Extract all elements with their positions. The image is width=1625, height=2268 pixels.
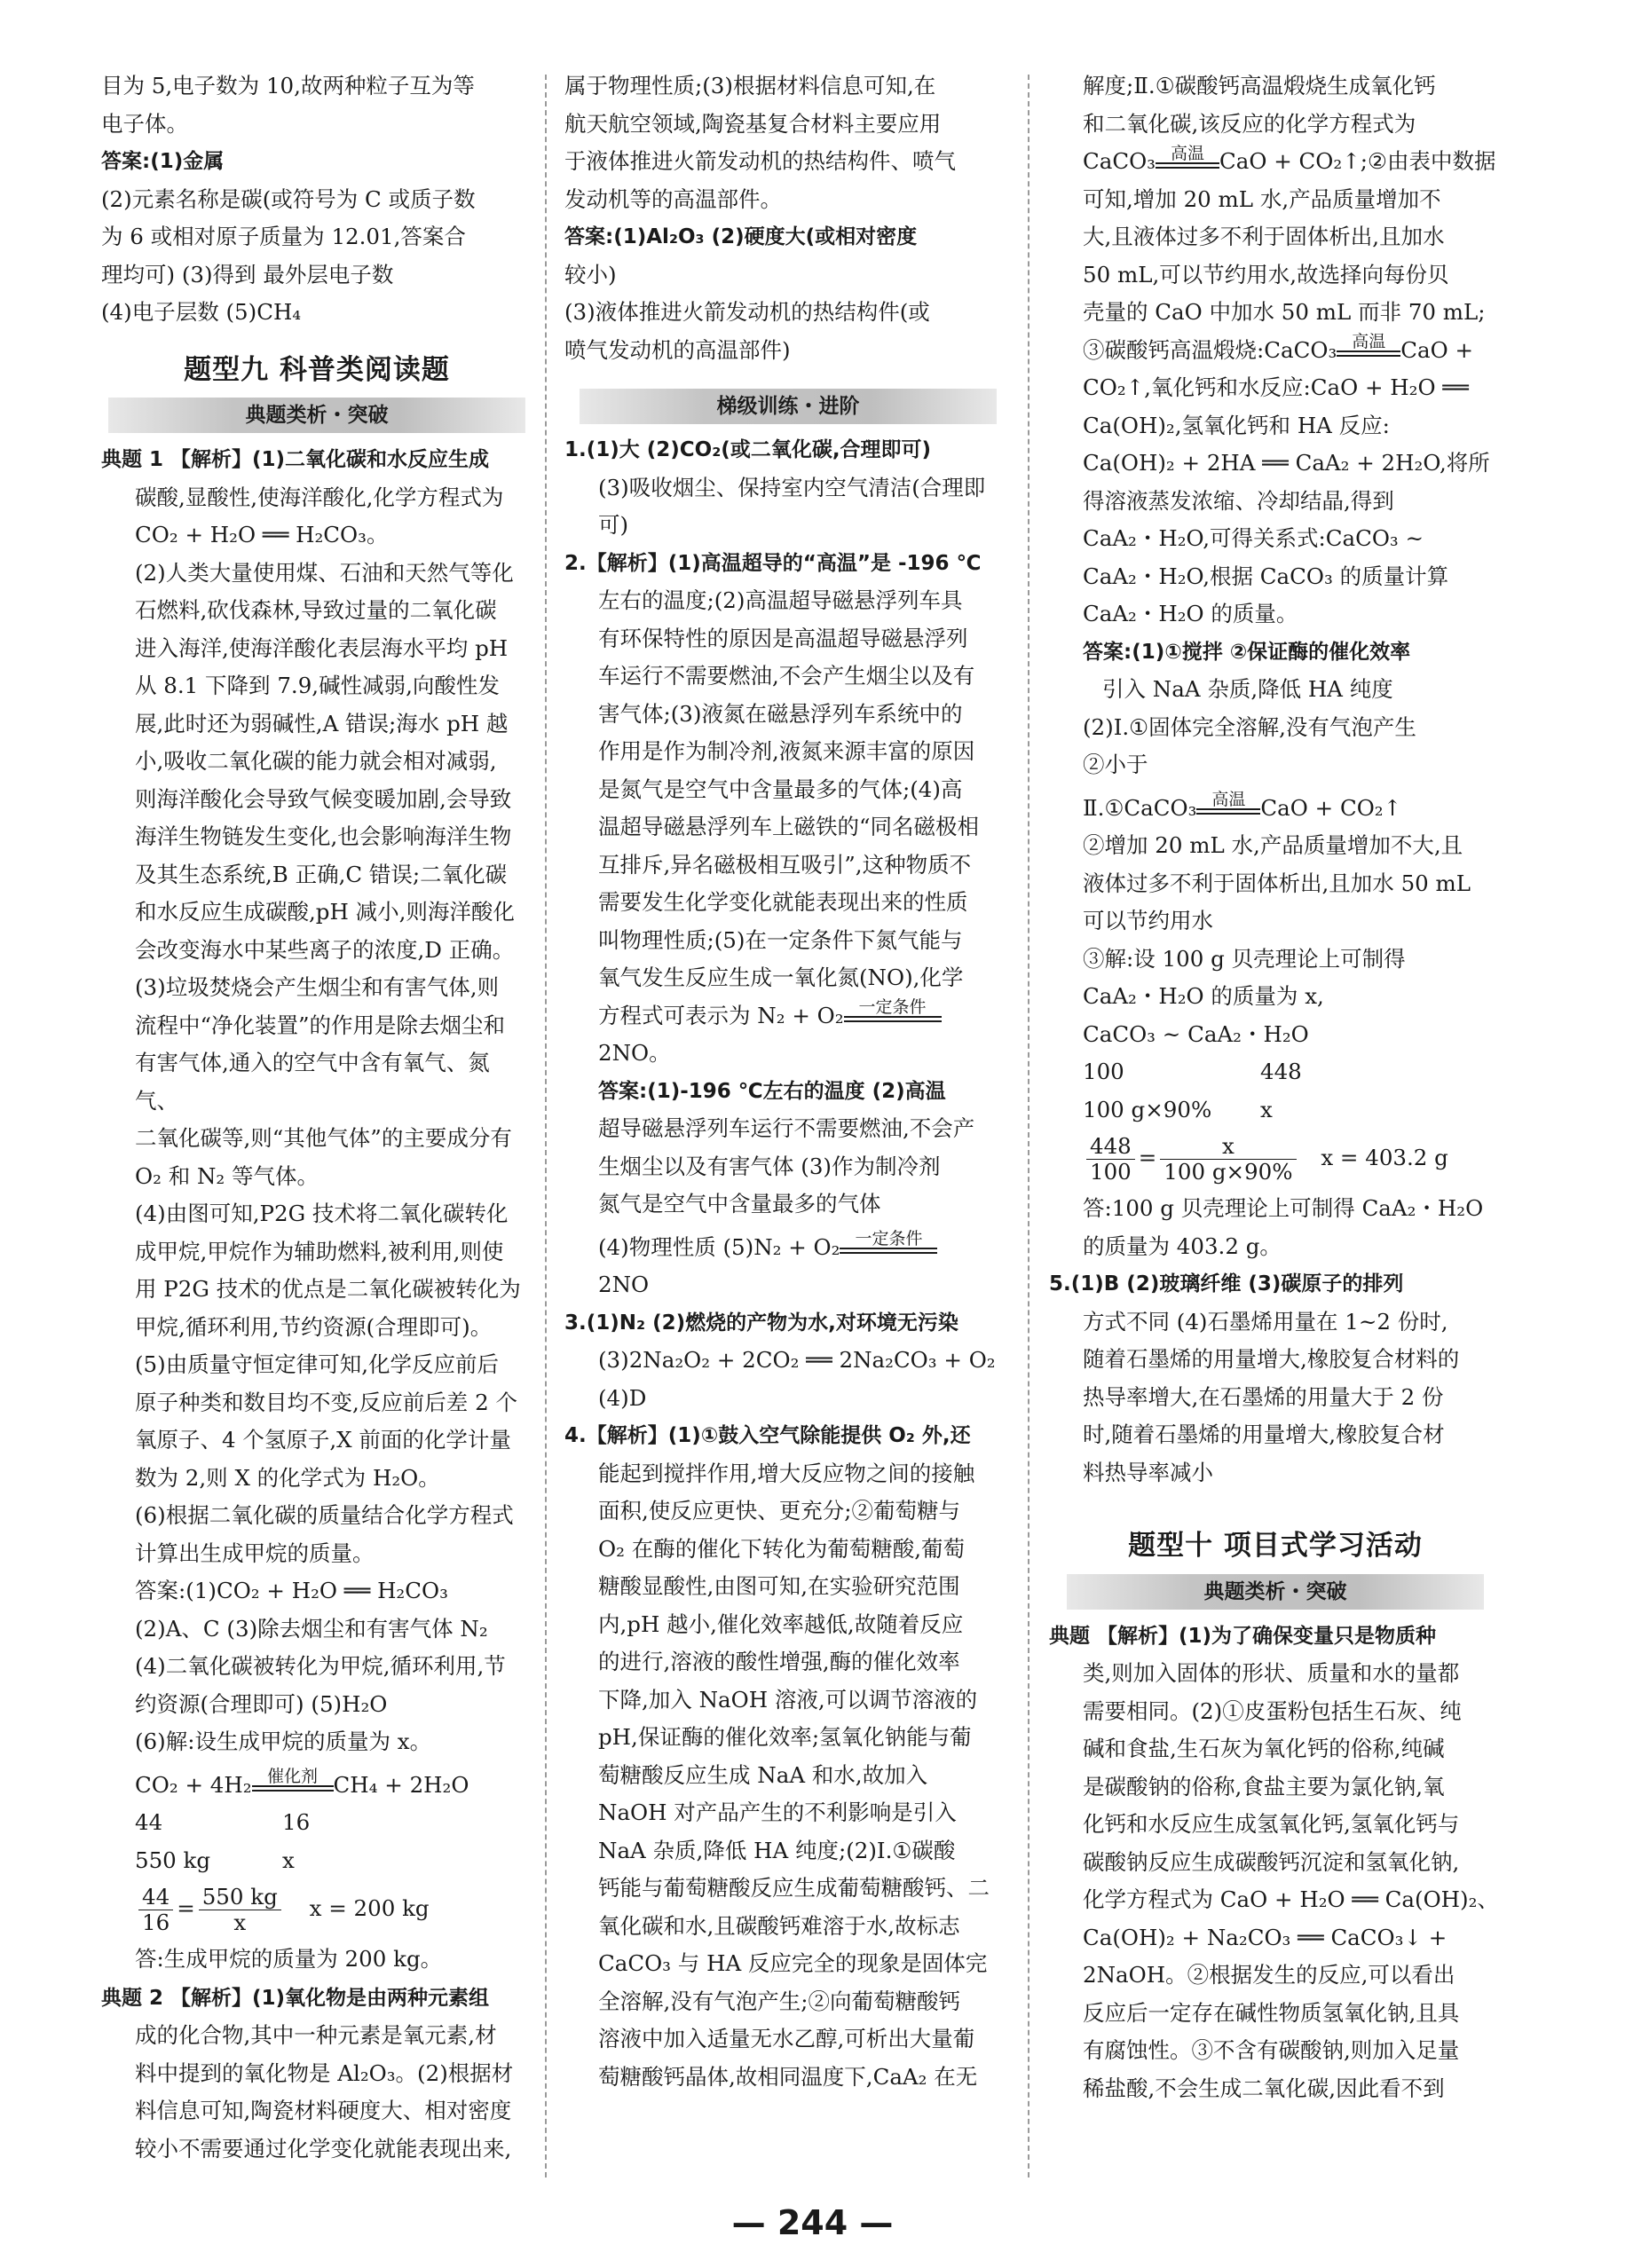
- text-line: 及其生态系统,B 正确,C 错误;二氧化碳: [135, 861, 508, 887]
- column-divider-1: [545, 75, 547, 2177]
- text-line: 理均可) (3)得到 最外层电子数: [101, 261, 394, 287]
- text-line: 则海洋酸化会导致气候变暖加剧,会导致: [135, 785, 512, 812]
- reaction-arrow: [1196, 791, 1260, 827]
- text-line: (2)元素名称是碳(或符号为 C 或质子数: [101, 185, 476, 212]
- answer-line: 答案:(1)CO₂ + H₂O ══ H₂CO₃: [135, 1578, 448, 1603]
- text-line: 答:100 g 贝壳理论上可制得 CaA₂・H₂O: [1083, 1195, 1484, 1221]
- text-line: ③解:设 100 g 贝壳理论上可制得: [1083, 945, 1406, 972]
- reaction-condition: 一定条件: [858, 997, 927, 1017]
- text-line: (6)解:设生成甲烷的质量为 x。: [135, 1729, 432, 1754]
- numerator: x: [1160, 1134, 1296, 1160]
- text-line: 可以节约用水: [1083, 908, 1213, 933]
- text-line: 成甲烷,甲烷作为辅助燃料,被利用,则使: [135, 1238, 504, 1264]
- text-line: 需要发生化学变化就能表现出来的性质: [598, 889, 968, 915]
- text-line: 内,pH 越小,催化效率越低,故随着反应: [598, 1610, 964, 1637]
- example-label: 典题 1 【解析】(1)二氧化碳和水反应生成: [101, 448, 490, 471]
- text-line: 甲烷,循环利用,节约资源(合理即可)。: [135, 1313, 493, 1340]
- text-line: 能起到搅拌作用,增大反应物之间的接触: [598, 1460, 975, 1486]
- text-line: (6)根据二氧化碳的质量结合化学方程式: [135, 1502, 514, 1528]
- ratio-value: 44: [135, 1809, 163, 1835]
- text-line: 需要相同。(2)①皮蛋粉包括生石灰、纯: [1083, 1697, 1462, 1724]
- text-line: 发动机等的高温部件。: [564, 185, 782, 212]
- text-line: 有腐蚀性。③不含有碳酸钠,则加入足量: [1083, 2037, 1460, 2063]
- text-line: Ca(OH)₂ + 2HA ══ CaA₂ + 2H₂O,将所: [1083, 450, 1490, 476]
- ratio-value: 100 g×90%: [1083, 1096, 1212, 1122]
- text-line: 反应后一定存在碱性物质氢氧化钠,且具: [1083, 1999, 1460, 2026]
- ratio-value: 550 kg: [135, 1847, 211, 1873]
- text-line: 进入海洋,使海洋酸化表层海水平均 pH: [135, 634, 509, 661]
- text-line: 计算出生成甲烷的质量。: [135, 1540, 375, 1566]
- denominator: 100: [1090, 1159, 1132, 1185]
- text-line: 溶液中加入适量无水乙醇,可析出大量葡: [598, 2026, 975, 2051]
- text-line: ②增加 20 mL 水,产品质量增加不大,且: [1083, 832, 1463, 858]
- text-line: (3)液体推进火箭发动机的热结构件(或: [564, 299, 930, 325]
- equals-bar: [252, 1785, 334, 1792]
- text-line: 原子种类和数目均不变,反应前后差 2 个: [135, 1389, 517, 1415]
- text-line: 随着石墨烯的用量增大,橡胶复合材料的: [1083, 1346, 1460, 1372]
- reaction-equation: [101, 1767, 532, 1805]
- fraction: [1086, 1134, 1135, 1185]
- text-line: 的质量为 403.2 g。: [1083, 1232, 1282, 1259]
- text-line: 氧原子、4 个氢原子,X 前面的化学计量: [135, 1427, 511, 1453]
- text-line: 航天航空领域,陶瓷基复合材料主要应用: [564, 110, 942, 137]
- answer-line: 答案:(1)①搅拌 ②保证酶的催化效率: [1083, 640, 1411, 664]
- section-title: 题型九 科普类阅读题: [184, 353, 450, 386]
- text-line: 全溶解,没有气泡产生;②向葡萄糖酸钙: [598, 1988, 961, 2014]
- text-line: ②小于: [1083, 752, 1148, 777]
- reaction-arrow: [1337, 333, 1400, 369]
- text-line: 生烟尘以及有害气体 (3)作为制冷剂: [598, 1153, 941, 1179]
- proportion: $\frac{44}{16}$ = $\frac{550 kg}{x}$ x = 200 kg: [101, 1885, 532, 1935]
- text-line: 氧化碳和水,且碳酸钙难溶于水,故标志: [598, 1912, 960, 1939]
- ratio-row: [101, 1804, 532, 1842]
- fraction: [138, 1885, 173, 1935]
- reactants: ③碳酸钙高温煅烧:CaCO₃: [1083, 336, 1337, 363]
- text-line: (2)A、C (3)除去烟尘和有害气体 N₂: [135, 1615, 488, 1642]
- ratio-value: 448: [1260, 1059, 1302, 1084]
- equals-bar: [844, 1016, 942, 1022]
- text-line: 电子体。: [101, 110, 188, 137]
- text-line: 二氧化碳等,则“其他气体”的主要成分有: [135, 1125, 512, 1151]
- text-line: 2.【解析】(1)高温超导的“高温”是 -196 ℃: [564, 551, 982, 575]
- equals-bar: [840, 1248, 937, 1254]
- section-banner: 梯级训练・进阶: [580, 389, 997, 424]
- text-line: CaCO₃ 与 HA 反应完全的现象是固体完: [598, 1950, 988, 1976]
- result: x = 200 kg: [309, 1895, 430, 1921]
- text-line: 稀盐酸,不会生成二氧化碳,因此看不到: [1083, 2075, 1445, 2101]
- text-line: 方式不同 (4)石墨烯用量在 1~2 份时,: [1083, 1308, 1448, 1335]
- text-line: 糖酸显酸性,由图可知,在实验研究范围: [598, 1573, 960, 1599]
- section-banner: 典题类析・突破: [108, 398, 525, 433]
- reaction-condition: 催化剂: [267, 1767, 319, 1786]
- text-line: 氮气是空气中含量最多的气体: [598, 1191, 881, 1217]
- ratio-value: x: [1260, 1096, 1273, 1122]
- products: CaO +: [1400, 336, 1474, 363]
- text-line: 热导率增大,在石墨烯的用量大于 2 份: [1083, 1383, 1444, 1410]
- text-line: (4)电子层数 (5)CH₄: [101, 299, 302, 325]
- denominator: 100 g×90%: [1164, 1159, 1293, 1185]
- reaction-condition: 一定条件: [855, 1229, 923, 1248]
- text-line: 碳酸钠反应生成碳酸钙沉淀和氢氧化钠,: [1083, 1848, 1460, 1875]
- text-line: 的进行,溶液的酸性增强,酶的催化效率: [598, 1649, 960, 1674]
- answer-line: 答案:(1)金属: [101, 150, 225, 173]
- text-line: 车运行不需要燃油,不会产生烟尘以及有: [598, 663, 975, 689]
- text-line: [1049, 1617, 1502, 1656]
- reaction-equation: [564, 1229, 1012, 1267]
- column-3: [1049, 67, 1502, 2107]
- text-line: 2NaOH。②根据发生的反应,可以看出: [1083, 1962, 1455, 1988]
- text-line: 展,此时还为弱碱性,A 错误;海水 pH 越: [135, 710, 509, 736]
- reaction-condition: 高温: [1352, 332, 1386, 351]
- text-line: 萄糖酸钙晶体,故相同温度下,CaA₂ 在无: [598, 2063, 978, 2090]
- text-line: 害气体;(3)液氮在磁悬浮列车系统中的: [598, 700, 963, 727]
- equals-bar: [1337, 350, 1400, 357]
- text-line: 4.【解析】(1)①鼓入空气除能提供 O₂ 外,还: [564, 1424, 971, 1447]
- text-line: 温超导磁悬浮列车上磁铁的“同名磁极相: [598, 814, 980, 839]
- text-line: 2NO。: [598, 1040, 671, 1066]
- text-line: 料信息可知,陶瓷材料硬度大、相对密度: [135, 2098, 512, 2123]
- equation: CO₂ + H₂O ══ H₂CO₃。: [135, 522, 389, 547]
- text-line: 可): [598, 512, 629, 538]
- products: CaO + CO₂↑: [1260, 794, 1402, 821]
- text-line: 流程中“净化装置”的作用是除去烟尘和: [135, 1012, 506, 1038]
- text-line: [101, 440, 532, 479]
- text-line: 互排斥,异名磁极相互吸引”,这种物质不: [598, 851, 972, 878]
- text-line: 作用是作为制冷剂,液氮来源丰富的原因: [598, 738, 975, 764]
- text-line: 萄糖酸反应生成 NaA 和水,故加入: [598, 1761, 928, 1788]
- text-line: 有害气体,通入的空气中含有氧气、氮气、: [135, 1050, 490, 1114]
- ratio-value: x: [282, 1847, 295, 1873]
- text-line: 和水反应生成碳酸,pH 减小,则海洋酸化: [135, 899, 515, 925]
- text-line: CO₂↑,氧化钙和水反应:CaO + H₂O ══: [1083, 374, 1469, 400]
- ratio-row: [1049, 1053, 1502, 1091]
- text-line: 钙能与葡萄糖酸反应生成葡萄糖酸钙、二: [598, 1875, 990, 1901]
- text-line: CaA₂・H₂O 的质量。: [1083, 601, 1298, 626]
- text-line: 是碳酸钠的俗称,食盐主要为氯化钠,氧: [1083, 1773, 1445, 1799]
- denominator: 16: [142, 1910, 170, 1935]
- text-line: 壳量的 CaO 中加水 50 mL 而非 70 mL;: [1083, 299, 1486, 325]
- text-line: 化钙和水反应生成氢氧化钙,氢氧化钙与: [1083, 1811, 1460, 1837]
- text-line: NaA 杂质,降低 HA 纯度;(2)Ⅰ.①碳酸: [598, 1837, 956, 1863]
- text-line: 氧气发生反应生成一氧化氮(NO),化学: [598, 965, 964, 990]
- text-line: 从 8.1 下降到 7.9,碱性减弱,向酸性发: [135, 673, 500, 698]
- reaction-condition: 高温: [1171, 143, 1205, 163]
- text-line: 碳酸,显酸性,使海洋酸化,化学方程式为: [135, 484, 504, 510]
- text-line: O₂ 在酶的催化下转化为葡萄糖酸,葡萄: [598, 1535, 965, 1562]
- reaction-arrow: [1156, 145, 1219, 181]
- answer-line: 答案:(1)Al₂O₃ (2)硬度大(或相对密度: [564, 225, 918, 248]
- text-line: 叫物理性质;(5)在一定条件下氮气能与: [598, 926, 963, 953]
- result: x = 403.2 g: [1321, 1145, 1448, 1170]
- reaction-condition: 高温: [1211, 790, 1246, 809]
- text-line: CaCO₃ ~ CaA₂・H₂O: [1083, 1020, 1309, 1047]
- reaction-arrow: [840, 1230, 937, 1266]
- text-line: 约资源(合理即可) (5)H₂O: [135, 1690, 388, 1717]
- equals-bar: [1156, 162, 1219, 169]
- text-line: 类,则加入固体的形状、质量和水的量都: [1083, 1660, 1460, 1686]
- text-line: Ca(OH)₂,氢氧化钙和 HA 反应:: [1083, 412, 1390, 438]
- text-line: 用 P2G 技术的优点是二氧化碳被转化为: [135, 1276, 521, 1302]
- text-line: 可知,增加 20 mL 水,产品质量增加不: [1083, 185, 1441, 212]
- text-line: 会改变海水中某些离子的浓度,D 正确。: [135, 936, 515, 963]
- text-line: 化学方程式为 CaO + H₂O ══ Ca(OH)₂、: [1083, 1886, 1499, 1912]
- text-line: (4)二氧化碳被转化为甲烷,循环利用,节: [135, 1653, 506, 1679]
- text-line: 50 mL,可以节约用水,故选择向每份贝: [1083, 261, 1449, 287]
- equals-bar: [1196, 808, 1260, 815]
- fraction: [1160, 1134, 1296, 1185]
- ratio-row: [1049, 1091, 1502, 1130]
- reactants: 方程式可表示为 N₂ + O₂: [598, 1002, 844, 1028]
- text-line: (3)垃圾焚烧会产生烟尘和有害气体,则: [135, 974, 499, 1000]
- reaction-equation: [1049, 332, 1502, 370]
- reactants: CO₂ + 4H₂: [135, 1771, 252, 1798]
- numerator: 44: [138, 1885, 173, 1910]
- text-line: 较小不需要通过化学变化就能表现出来,: [135, 2135, 512, 2162]
- text-line: 下降,加入 NaOH 溶液,可以调节溶液的: [598, 1686, 978, 1713]
- text-line: CaA₂・H₂O,根据 CaCO₃ 的质量计算: [1083, 563, 1449, 589]
- column-1: [101, 67, 532, 2168]
- text-line: CaA₂・H₂O 的质量为 x,: [1083, 983, 1324, 1009]
- text-line: 喷气发动机的高温部件): [564, 336, 791, 363]
- reactants: Ⅱ.①CaCO₃: [1083, 794, 1197, 821]
- section-title: 题型十 项目式学习活动: [1128, 1530, 1423, 1562]
- text-line: 较小): [564, 261, 617, 287]
- text-line: 和二氧化碳,该反应的化学方程式为: [1083, 110, 1416, 137]
- text-line: (4)D: [598, 1384, 647, 1411]
- text-line: 属于物理性质;(3)根据材料信息可知,在: [564, 73, 936, 98]
- reaction-arrow: [252, 1768, 334, 1804]
- text-line: 得溶液蒸发浓缩、冷却结晶,得到: [1083, 487, 1394, 514]
- page-number: — 244 —: [731, 2203, 894, 2242]
- text-line: 大,且液体过多不利于固体析出,且加水: [1083, 224, 1445, 249]
- text-line: 答:生成甲烷的质量为 200 kg。: [135, 1946, 443, 1972]
- text-line: 海洋生物链发生变化,也会影响海洋生物: [135, 823, 512, 849]
- text-line: 料热导率减小: [1083, 1459, 1213, 1485]
- section-banner: 典题类析・突破: [1067, 1574, 1484, 1610]
- text-line: (4)由图可知,P2G 技术将二氧化碳转化: [135, 1201, 509, 1226]
- reaction-equation: [1049, 790, 1502, 828]
- reaction-equation: [1049, 143, 1502, 181]
- text-line: [101, 1979, 532, 2018]
- text-line: Ca(OH)₂ + Na₂CO₃ ══ CaCO₃↓ +: [1083, 1924, 1448, 1950]
- text-line: 1.(1)大 (2)CO₂(或二氧化碳,合理即可): [564, 438, 932, 461]
- text-line: 5.(1)B (2)玻璃纤维 (3)碳原子的排列: [1049, 1272, 1404, 1295]
- column-2: [564, 67, 1012, 2096]
- numerator: 448: [1086, 1134, 1135, 1160]
- denominator: x: [233, 1910, 247, 1935]
- text-line: 面积,使反应更快、更充分;②葡萄糖与: [598, 1498, 961, 1524]
- example-label: 典题 2 【解析】(1)氧化物是由两种元素组: [101, 1986, 490, 2010]
- text-line: (2)Ⅰ.①固体完全溶解,没有气泡产生: [1083, 713, 1416, 740]
- reactants: CaCO₃: [1083, 148, 1156, 174]
- reaction-arrow: [844, 998, 942, 1035]
- text-line: (2)人类大量使用煤、石油和天然气等化: [135, 559, 514, 586]
- text-line: NaOH 对产品产生的不利影响是引入: [598, 1799, 957, 1825]
- text-line: pH,保证酶的催化效率;氢氧化钠能与葡: [598, 1724, 972, 1750]
- text-line: 是氮气是空气中含量最多的气体;(4)高: [598, 776, 963, 802]
- text-line: 成的化合物,其中一种元素是氧元素,材: [135, 2022, 497, 2048]
- reactants: (4)物理性质 (5)N₂ + O₂: [598, 1233, 840, 1260]
- column-divider-2: [1028, 75, 1029, 2177]
- products: CaO + CO₂↑;②由表中数据: [1219, 148, 1496, 174]
- text-line: 目为 5,电子数为 10,故两种粒子互为等: [101, 73, 475, 98]
- text-line: 时,随着石墨烯的用量增大,橡胶复合材: [1083, 1421, 1445, 1447]
- text-line: 数为 2,则 X 的化学式为 H₂O。: [135, 1464, 440, 1491]
- proportion: $\frac{448}{100}$ = $\frac{x}{100 g\times 90\%}$ x = 403.2 g: [1049, 1134, 1502, 1185]
- text-line: 引入 NaA 杂质,降低 HA 纯度: [1102, 676, 1393, 702]
- text-line: 2NO: [598, 1272, 650, 1297]
- text-line: 于液体推进火箭发动机的热结构件、喷气: [564, 148, 956, 174]
- text-line: 有环保特性的原因是高温超导磁悬浮列: [598, 625, 968, 651]
- text-line: (3)吸收烟尘、保持室内空气清洁(合理即: [598, 474, 986, 500]
- reaction-equation: [564, 997, 1012, 1036]
- text-line: 3.(1)N₂ (2)燃烧的产物为水,对环境无污染: [564, 1311, 958, 1335]
- text-line: 为 6 或相对原子质量为 12.01,答案合: [101, 224, 466, 249]
- text-line: 碱和食盐,生石灰为氧化钙的俗称,纯碱: [1083, 1736, 1445, 1761]
- text-line: (3)2Na₂O₂ + 2CO₂ ══ 2Na₂CO₃ + O₂: [598, 1347, 996, 1373]
- ratio-value: 16: [282, 1809, 311, 1835]
- ratio-row: [101, 1842, 532, 1880]
- text-line: 解度;Ⅱ.①碳酸钙高温煅烧生成氧化钙: [1083, 73, 1436, 98]
- text-line: 左右的温度;(2)高温超导磁悬浮列车具: [598, 587, 963, 613]
- text-line: 液体过多不利于固体析出,且加水 50 mL: [1083, 870, 1471, 896]
- text-line: O₂ 和 N₂ 等气体。: [135, 1162, 319, 1189]
- ratio-value: 100: [1083, 1059, 1124, 1084]
- text-line: 小,吸收二氧化碳的能力就会相对减弱,: [135, 748, 497, 774]
- products: CH₄ + 2H₂O: [333, 1771, 469, 1798]
- text-line: (5)由质量守恒定律可知,化学反应前后: [135, 1351, 499, 1377]
- text-line: 石燃料,砍伐森林,导致过量的二氧化碳: [135, 597, 497, 623]
- numerator: 550 kg: [199, 1885, 281, 1910]
- text-line: 超导磁悬浮列车运行不需要燃油,不会产: [598, 1115, 975, 1141]
- fraction: [199, 1885, 281, 1935]
- example-label: 典题 【解析】(1)为了确保变量只是物质种: [1049, 1624, 1437, 1648]
- answer-line: 答案:(1)-196 ℃左右的温度 (2)高温: [598, 1079, 946, 1103]
- text-line: CaA₂・H₂O,可得关系式:CaCO₃ ~: [1083, 525, 1424, 551]
- text-line: 料中提到的氧化物是 Al₂O₃。(2)根据材: [135, 2059, 514, 2086]
